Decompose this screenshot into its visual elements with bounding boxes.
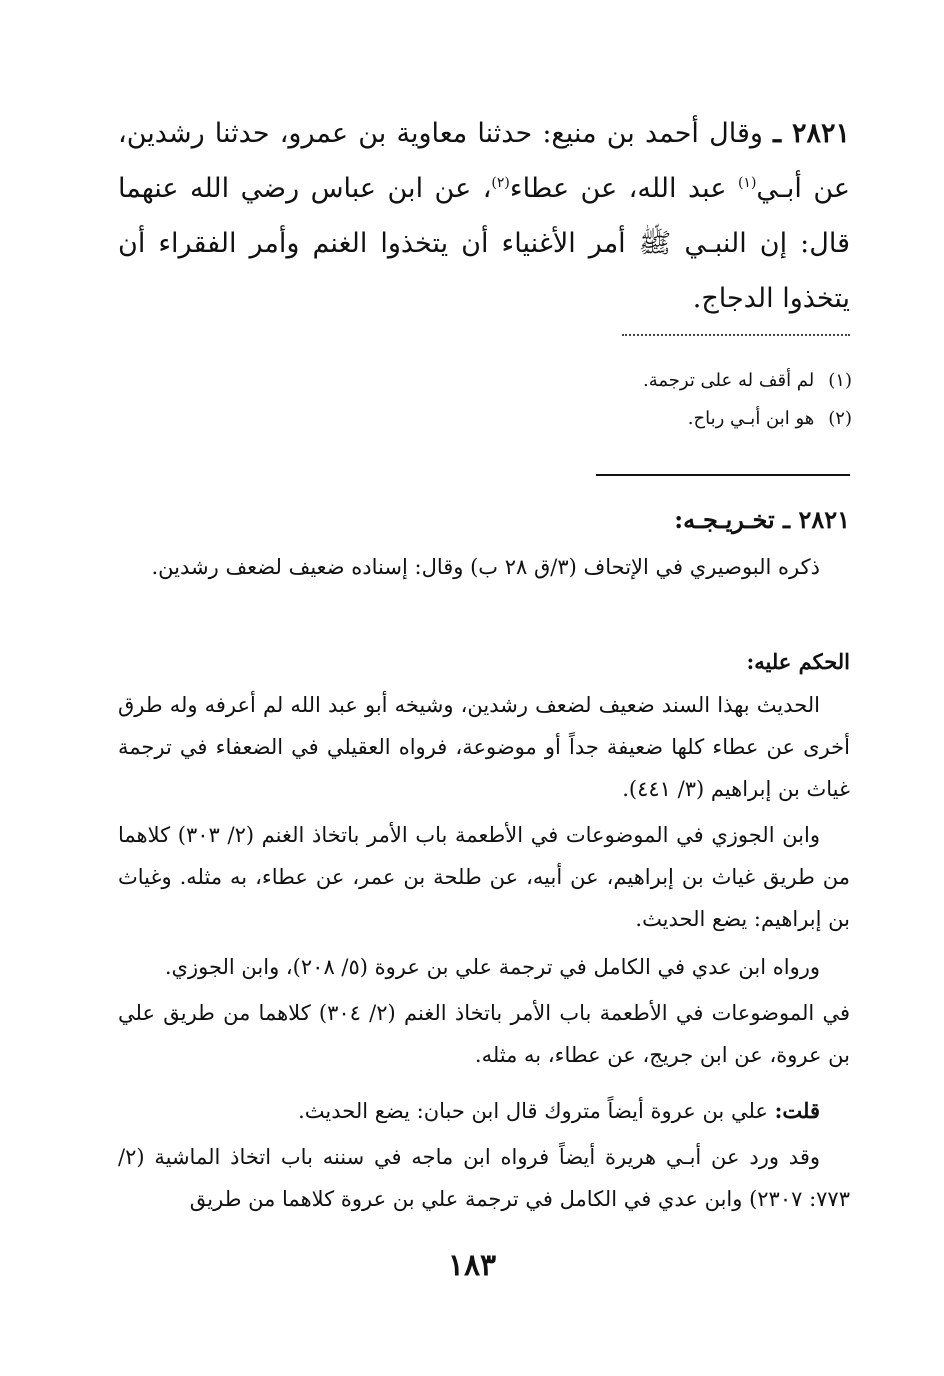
hukm-paragraph-3: ورواه ابن عدي في الكامل في ترجمة علي بن عروة (٥/ ٢٠٨)، وابن الجوزي. bbox=[164, 955, 820, 979]
takhrij-heading: ٢٨٢١ ـ تخـريـجـه: bbox=[674, 505, 850, 534]
final-paragraph: وقد ورد عن أبـي هريرة أيضاً فرواه ابن ماجه في سننه باب اتخاذ الماشية (٢/ ٧٧٣: ٢٣٠٧) وابن عدي في الكامل في ترجمة علي بن عروة كلاهما من طريق bbox=[118, 1145, 850, 1211]
qultu-text: علي بن عروة أيضاً متروك قال ابن حبان: يضع الحديث. bbox=[298, 1099, 768, 1123]
footnote-item bbox=[400, 400, 852, 438]
page-number: ١٨٣ bbox=[447, 1248, 497, 1283]
footnote-text: هو ابن أبـي رباح. bbox=[687, 408, 815, 429]
takhrij-text: ذكره البوصيري في الإتحاف (٣/ق ٢٨ ب) وقال: إسناده ضعيف لضعف رشدين. bbox=[151, 555, 820, 579]
hukm-heading: الحكم عليه: bbox=[746, 649, 850, 674]
hadith-number: ٢٨٢١ ـ bbox=[773, 118, 850, 149]
qultu-label: قلت: bbox=[774, 1098, 820, 1123]
footnote-item bbox=[400, 362, 852, 400]
hadith-part-3: ، عن ابن عباس رضي الله عنهما قال: إن النبـي ﷺ أمر الأغنياء أن يتخذوا الغنم وأمر الفقراء أن يتخذوا الدجاج. bbox=[118, 173, 850, 314]
section-divider bbox=[596, 474, 850, 476]
footnote-number: (١) bbox=[828, 370, 852, 391]
hadith-part-1: وقال أحمد بن منيع: حدثنا معاوية بن عمرو، حدثنا رشدين، عن أبـي bbox=[118, 118, 850, 204]
hadith-part-2: عبد الله، عن عطاء bbox=[509, 173, 727, 204]
hukm-paragraph-4: في الموضوعات في الأطعمة باب الأمر باتخاذ الغنم (٢/ ٣٠٤) كلاهما من طريق علي بن عروة، عن ابن جريج، عن عطاء، به مثله. bbox=[118, 1001, 850, 1067]
footnote-number: (٢) bbox=[828, 408, 852, 429]
footnotes bbox=[400, 362, 852, 438]
footnote-text: لم أقف له على ترجمة. bbox=[642, 370, 815, 391]
footnote-ref-1: (١) bbox=[737, 175, 757, 191]
footnote-separator-dots bbox=[622, 334, 850, 336]
qultu-paragraph bbox=[118, 1090, 850, 1132]
hadith-text bbox=[118, 106, 850, 326]
hukm-paragraph-1: الحديث بهذا السند ضعيف لضعف رشدين، وشيخه أبو عبد الله لم أعرفه وله طرق أخرى عن عطاء كلها ضعيفة جداً أو موضوعة، فرواه العقيلي في الضعفاء في ترجمة غياث بن إبراهيم (٣/ ٤٤١). bbox=[118, 693, 850, 801]
footnote-ref-2: (٢) bbox=[491, 175, 510, 191]
hukm-paragraph-2: وابن الجوزي في الموضوعات في الأطعمة باب الأمر باتخاذ الغنم (٢/ ٣٠٣) كلاهما من طريق غياث بن إبراهيم، عن أبيه، عن طلحة بن عمر، عن عطاء، به مثله. وغياث بن إبراهيم: يضع الحديث. bbox=[118, 823, 850, 931]
